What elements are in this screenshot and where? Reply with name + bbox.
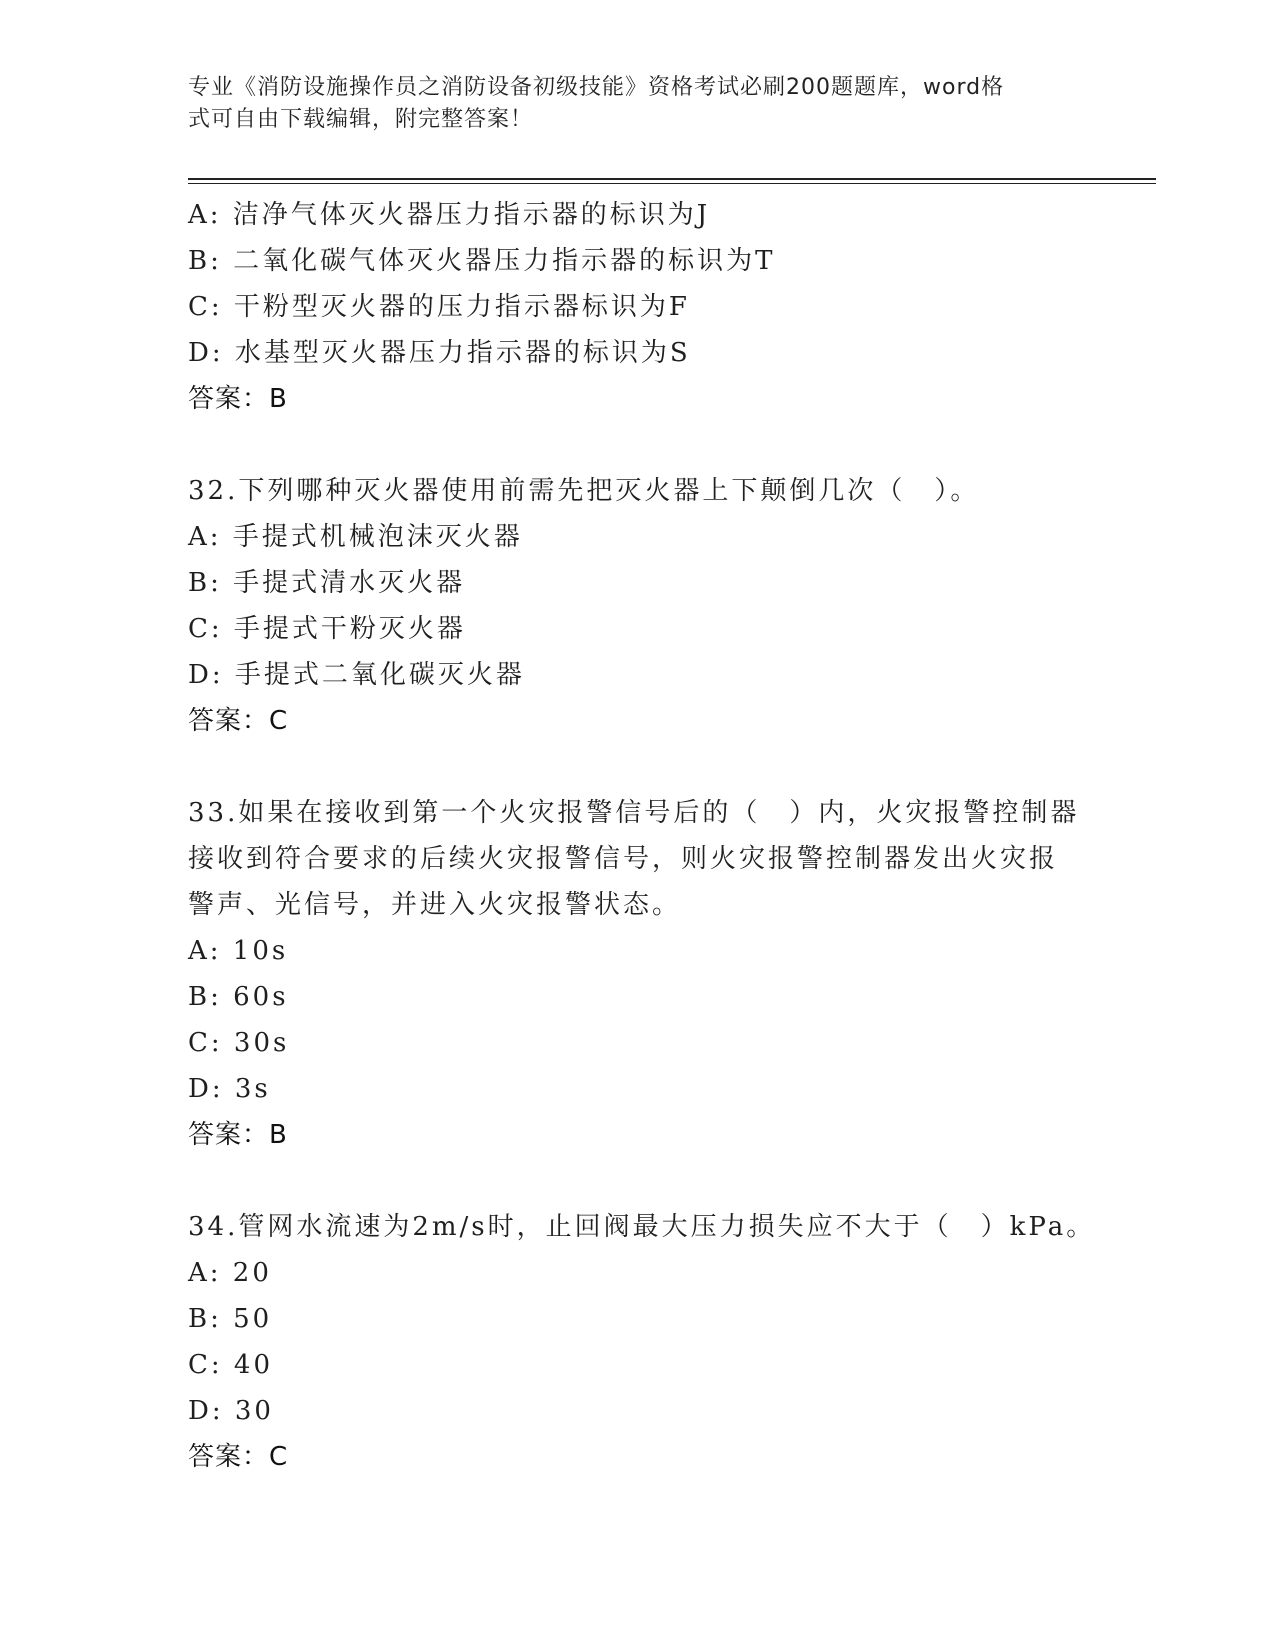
option-a: A: 手提式机械泡沫灭火器 — [188, 522, 523, 552]
spacer — [188, 1158, 1088, 1204]
spacer — [188, 422, 1088, 468]
header-line-2: 式可自由下载编辑，附完整答案！ — [188, 107, 534, 132]
header-divider-thin — [188, 183, 1156, 184]
answer-line: 答案：B — [188, 1120, 288, 1150]
option-d: D: 手提式二氧化碳灭火器 — [188, 660, 525, 690]
answer-line: 答案：B — [188, 384, 288, 414]
option-d: D: 3s — [188, 1074, 271, 1104]
question-stem: 警声、光信号，并进入火灾报警状态。 — [188, 890, 682, 920]
document-header — [188, 72, 1068, 136]
option-a: A: 10s — [188, 936, 289, 966]
option-c: C: 30s — [188, 1028, 290, 1058]
answer-line: 答案：C — [188, 706, 289, 736]
header-line-1: 专业《消防设施操作员之消防设备初级技能》资格考试必刷200题题库，word格 — [188, 75, 1005, 100]
option-c: C: 手提式干粉灭火器 — [188, 614, 466, 644]
option-b: B: 60s — [188, 982, 289, 1012]
option-b: B: 二氧化碳气体灭火器压力指示器的标识为T — [188, 246, 776, 276]
option-d: D: 30 — [188, 1396, 274, 1426]
question-33 — [188, 790, 1088, 1158]
option-a: A: 20 — [188, 1258, 272, 1288]
question-31 — [188, 192, 1088, 422]
option-c: C: 干粉型灭火器的压力指示器标识为F — [188, 292, 690, 322]
spacer — [188, 744, 1088, 790]
option-a: A: 洁净气体灭火器压力指示器的标识为J — [188, 200, 711, 230]
option-d: D: 水基型灭火器压力指示器的标识为S — [188, 338, 691, 368]
question-stem: 33.如果在接收到第一个火灾报警信号后的（ ）内，火灾报警控制器 — [188, 798, 1080, 828]
option-c: C: 40 — [188, 1350, 274, 1380]
header-divider-thick — [188, 178, 1156, 180]
option-b: B: 手提式清水灭火器 — [188, 568, 466, 598]
option-b: B: 50 — [188, 1304, 273, 1334]
question-stem: 接收到符合要求的后续火灾报警信号，则火灾报警控制器发出火灾报 — [188, 844, 1059, 874]
question-stem: 32.下列哪种灭火器使用前需先把灭火器上下颠倒几次（ ）。 — [188, 476, 980, 506]
question-32 — [188, 468, 1088, 744]
answer-line: 答案：C — [188, 1442, 289, 1472]
question-34 — [188, 1204, 1096, 1480]
question-stem: 34.管网水流速为2m/s时，止回阀最大压力损失应不大于（ ）kPa。 — [188, 1212, 1096, 1242]
question-list — [188, 192, 1096, 1480]
